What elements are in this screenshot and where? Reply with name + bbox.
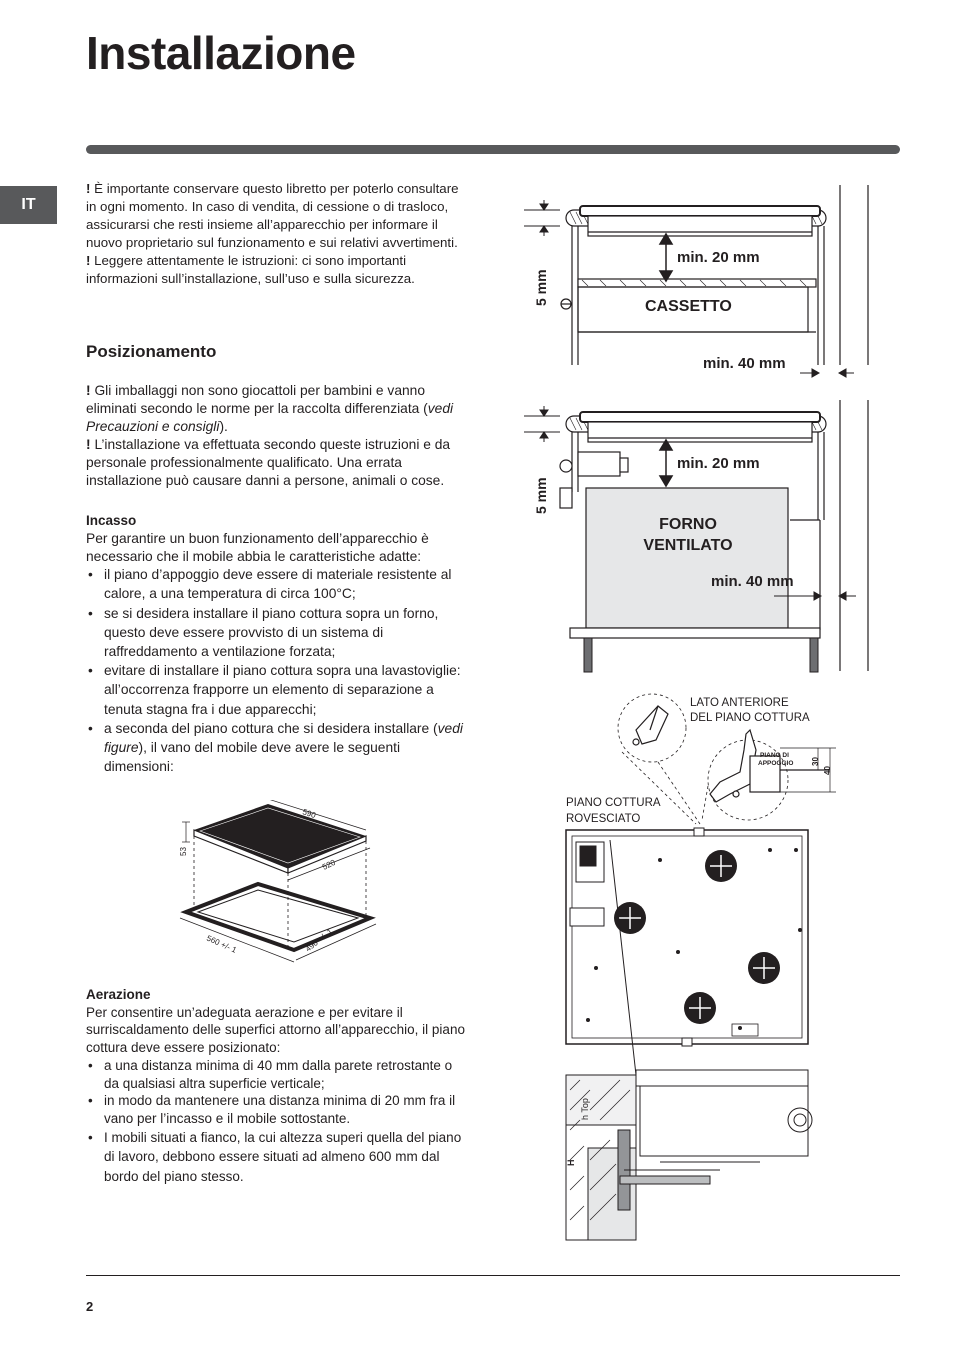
language-tab: IT [0,186,57,224]
list-item: • il piano d’appoggio deve essere di materiale resistente al calore, a una temperatura di circa 100°C; [86,565,466,603]
page-number: 2 [86,1299,94,1314]
forno-ventilato-figure [520,396,870,676]
list-item: • evitare di installare il piano cottura sopra una lavastoviglie: all’occorrenza frapporre un elemento di separazione a tenuta stagna fra i due apparecchi; [86,661,466,719]
rovesciato-label-1: PIANO COTTURA [566,797,661,809]
list-item: • se si desidera installare il piano cottura sopra un forno, questo deve essere provvisto di un sistema di raffreddamento a ventilazione forzata; [86,604,466,662]
piano-appoggio-label-2: APPOGGIO [758,760,794,767]
cassetto-label: CASSETTO [645,298,732,315]
aerazione-list [86,1057,466,1186]
piano-appoggio-label-1: PIANO DI [760,752,789,759]
incasso-section [86,511,466,776]
list-item: • a seconda del piano cottura che si desidera installare (vedi figure), il vano del mobile deve avere le seguenti dimensioni: [86,719,466,777]
warning-mark: ! [86,437,91,452]
h-top-label: h Top [580,1098,590,1120]
dim-53: 53 [179,847,188,856]
5mm-label: 5 mm [533,477,549,514]
dim-590: 590 [301,807,317,821]
posizionamento-section [86,382,466,490]
dim-520: 520 [320,857,337,872]
min-40-label: min. 40 mm [703,355,786,372]
cutout-dimensions-figure [176,800,386,975]
oven-body [586,488,788,628]
dim-30: 30 [811,757,820,766]
intro-paragraph-1: ! È importante conservare questo libretto per poterlo consultare in ogni momento. In caso di vendita, di cessione o di trasloco, assicurarsi che resti insieme all’apparecchio per informare il nuovo proprietario sul funzionamento e sui relativi avvertimenti. [86,181,459,250]
section-heading-aerazione: Aerazione [86,987,151,1002]
list-item: • in modo da mantenere una distanza minima di 20 mm fra il vano per l’incasso e il mobile sottostante. [86,1092,466,1127]
forno-label: FORNO [659,516,717,533]
list-item: • a una distanza minima di 40 mm dalla parete retrostante o da qualsiasi altra superficie verticale; [86,1057,466,1092]
posizionamento-paragraph-2: ! L’installazione va effettuata secondo queste istruzioni e da personale professionalmente qualificato. Una errata installazione può causare danni a persone, animali o cose. [86,437,451,488]
warning-mark: ! [86,181,91,196]
posizionamento-paragraph-1: ! Gli imballaggi non sono giocattoli per bambini e vanno eliminati secondo le norme per la raccolta differenziata (vedi Precauzioni e consigli). [86,383,454,434]
min-40-label: min. 40 mm [711,573,794,590]
aerazione-section [86,986,466,1186]
dim-40: 40 [823,766,832,775]
min-20-label: min. 20 mm [677,455,760,472]
title-divider-bar [86,145,900,154]
rovesciato-label-2: ROVESCIATO [566,813,641,825]
footer-rule [86,1275,900,1276]
aerazione-intro: Per consentire un’adeguata aerazione e per evitare il surriscaldamento delle superfici attorno all’apparecchio, il piano cottura deve essere posizionato: [86,1004,465,1056]
page-title: Installazione [86,27,356,79]
H-label: H [566,1159,576,1166]
incasso-list [86,565,466,776]
list-item: • I mobili situati a fianco, la cui altezza superi quella del piano di lavoro, debbono essere situati ad almeno 600 mm dal bordo del piano stesso. [86,1128,466,1187]
hob-top-plate [194,804,366,868]
intro-section [86,180,466,288]
lato-label-2: DEL PIANO COTTURA [690,712,810,724]
intro-paragraph-2: ! Leggere attentamente le istruzioni: ci sono importanti informazioni sull’installazione, sull’uso e sulla sicurezza. [86,253,415,286]
hob-underside-figure [560,690,850,1245]
incasso-intro: Per garantire un buon funzionamento dell’apparecchio è necessario che il mobile abbia le caratteristiche adatte: [86,531,429,564]
warning-mark: ! [86,383,91,398]
section-heading-incasso: Incasso [86,513,137,528]
cassetto-figure [520,180,870,390]
5mm-label: 5 mm [533,269,549,306]
min-20-label: min. 20 mm [677,249,760,266]
section-heading-posizionamento: Posizionamento [86,342,217,361]
dim-560: 560 +/- 1 [205,933,238,955]
lato-label-1: LATO ANTERIORE [690,697,789,709]
warning-mark: ! [86,253,91,268]
ventilato-label: VENTILATO [643,537,733,554]
dim-490: 490 +/- 1 [303,926,335,954]
